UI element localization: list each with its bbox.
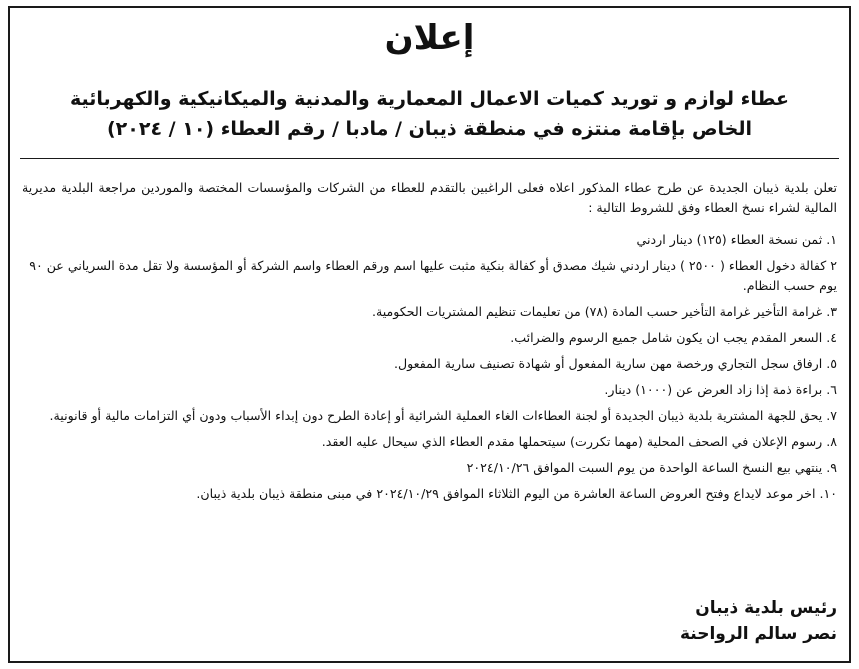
- conditions-list: [10, 230, 849, 504]
- tender-heading-line-2: الخاص بإقامة منتزه في منطقة ذيبان / مادبا / رقم العطاء (١٠ / ٢٠٢٤): [106, 118, 753, 140]
- intro-paragraph: تعلن بلدية ذيبان الجديدة عن طرح عطاء المذكور اعلاه فعلى الراغبين بالتقدم للعطاء من الشركات والمؤسسات المختصة والموردين مراجعة البلدية مديرية المالية لشراء نسخ العطاء وفق للشروط التالية :: [22, 179, 837, 215]
- condition-item-5: ٥. ارفاق سجل التجاري ورخصة مهن سارية المفعول أو شهادة تصنيف سارية المفعول.: [394, 356, 837, 372]
- tender-heading-line-1: عطاء لوازم و توريد كميات الاعمال المعمارية والمدنية والميكانيكية والكهربائية: [69, 88, 790, 110]
- signature-title: رئيس بلدية ذيبان: [695, 598, 837, 618]
- condition-item-8: ٨. رسوم الإعلان في الصحف المحلية (مهما تكررت) سيتحملها مقدم العطاء الذي سيحال عليه العقد.: [321, 434, 837, 450]
- condition-item-4: ٤. السعر المقدم يجب ان يكون شامل جميع الرسوم والضرائب.: [510, 330, 837, 346]
- tender-heading: [10, 84, 849, 144]
- condition-item-7: ٧. يحق للجهة المشترية بلدية ذيبان الجديدة أو لجنة العطاءات الغاء العملية الشرائية أو إعادة الطرح دون إبداء الأسباب ودون أي التزامات مالية أو قانونية.: [49, 408, 837, 424]
- condition-item-1: ١. ثمن نسخة العطاء (١٢٥) دينار اردني: [636, 232, 837, 248]
- condition-item-3: ٣. غرامة التأخير غرامة التأخير حسب المادة (٧٨) من تعليمات تنظيم المشتريات الحكومية.: [371, 304, 837, 320]
- condition-item-6: ٦. براءة ذمة إذا زاد العرض عن (١٠٠٠) دينار.: [604, 382, 837, 398]
- announcement-frame: [8, 6, 851, 663]
- signature-block: [680, 595, 837, 647]
- condition-item-9: ٩. ينتهي بيع النسخ الساعة الواحدة من يوم السبت الموافق ٢٠٢٤/١٠/٢٦: [466, 460, 837, 476]
- divider: [20, 158, 839, 159]
- announcement-title: إعلان: [384, 18, 475, 58]
- condition-item-2: ٢ كفالة دخول العطاء ( ٢٥٠٠ ) دينار اردني شيك مصدق أو كفالة بنكية مثبت عليها اسم ورقم العطاء واسم الشركة أو المؤسسة ولا تقل مدة السرياني عن ٩٠ يوم حسب النظام.: [29, 258, 837, 294]
- condition-item-10: ١٠. اخر موعد لايداع وفتح العروض الساعة العاشرة من اليوم الثلاثاء الموافق ٢٠٢٤/١٠/٢٩ في مبنى منطقة ذيبان بلدية ذيبان.: [196, 486, 837, 502]
- signature-name: نصر سالم الرواحنة: [679, 624, 837, 644]
